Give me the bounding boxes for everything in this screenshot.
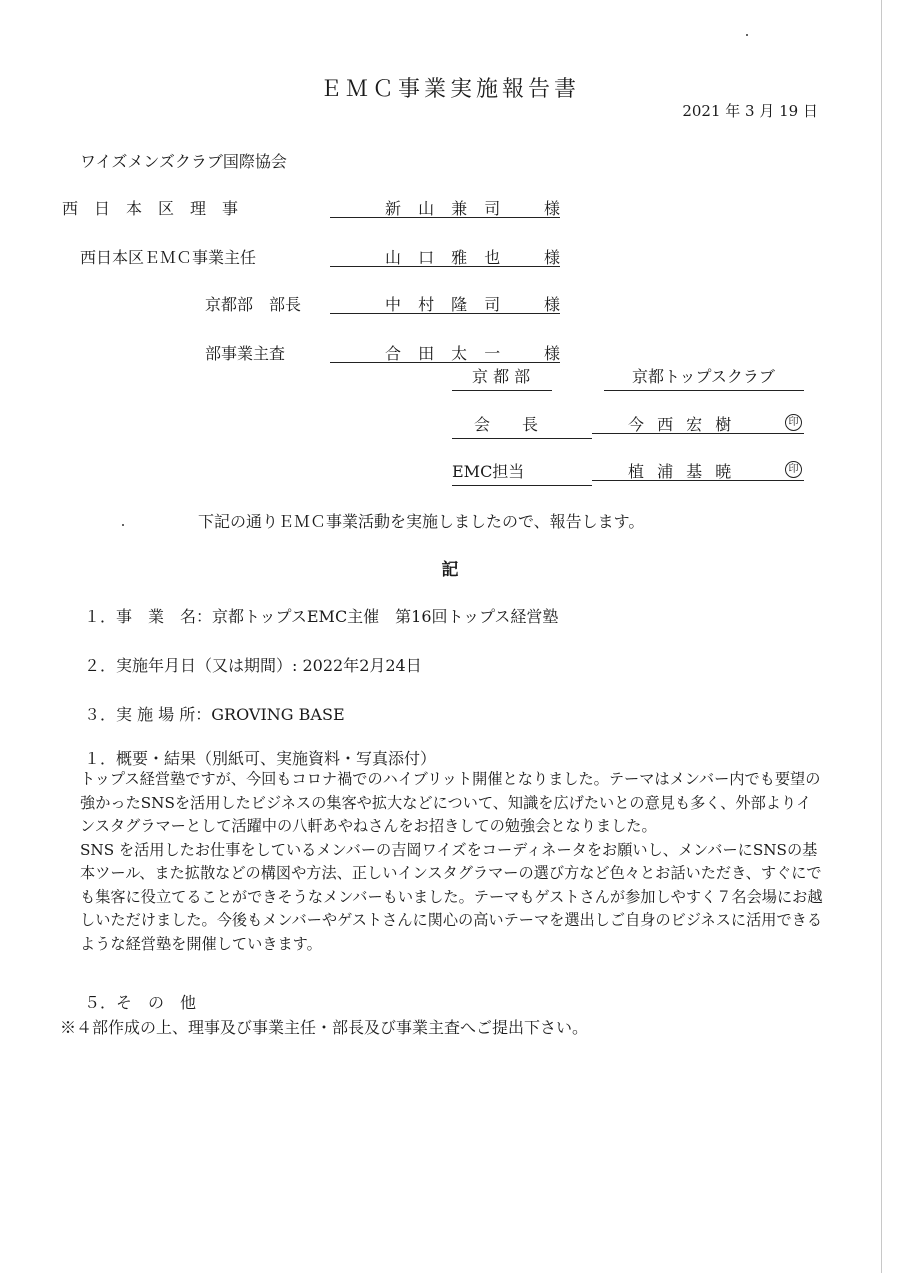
recipient-name-line: [330, 245, 560, 267]
scan-speck: [746, 34, 748, 36]
recipient-honorific: 様: [543, 344, 560, 363]
recipient-honorific: 様: [543, 295, 560, 314]
summary-body: [80, 768, 825, 956]
recipient-role: 京都部 部長: [205, 295, 302, 314]
summary-heading: １．概要・結果（別紙可、実施資料・写真添付）: [84, 749, 437, 768]
organization-name: ワイズメンズクラブ国際協会: [80, 152, 287, 171]
recipient-role: 西日本区ＥＭＣ事業主任: [80, 248, 257, 267]
recipient-name: 新 山 兼 司: [385, 199, 507, 218]
submission-note: ※４部作成の上、理事及び事業主任・部長及び事業主査へご提出下さい。: [60, 1018, 589, 1037]
recipient-name-line: [330, 292, 560, 314]
event-venue-item: ３．実 施 場 所：GROVING BASE: [84, 705, 345, 724]
recipient-name: 合 田 太 一: [385, 344, 507, 363]
recipient-name: 山 口 雅 也: [385, 248, 507, 267]
intro-text: 下記の通りＥＭＣ事業活動を実施しましたので、報告します。: [198, 512, 645, 531]
report-date: 2021 年 3 月 19 日: [682, 102, 818, 120]
recipient-name-line: [330, 341, 560, 363]
sender-name-line: [592, 412, 804, 434]
ki-heading: 記: [441, 560, 459, 580]
recipient-role: 西 日 本 区 理 事: [62, 199, 239, 218]
summary-paragraph: トップス経営塾ですが、今回もコロナ禍でのハイブリット開催となりました。テーマはメンバー内でも要望の強かったSNSを活用したビジネスの集客や拡大などについて、知識を広げたいとの意見も多く、外部よりインスタグラマーとして活躍中の八軒あやねさんをお招きしての勉強会となりました。: [80, 770, 821, 835]
sender-club: 京都トップスクラブ: [604, 364, 804, 391]
sender-role: 京 都 部: [452, 364, 552, 391]
event-date-item: ２．実施年月日（又は期間）: 2022年2月24日: [84, 656, 422, 675]
recipient-honorific: 様: [543, 199, 560, 218]
recipient-name-line: [330, 196, 560, 218]
page-edge: [881, 0, 882, 1273]
sender-name-line: [592, 459, 804, 481]
sender-name: 今 西 宏 樹: [628, 415, 736, 434]
event-name-item: １．事 業 名：京都トップスEMC主催 第16回トップス経営塾: [84, 607, 559, 626]
sender-role: 会 長: [452, 412, 592, 439]
other-heading: ５．そ の 他: [84, 993, 197, 1012]
page-title: ＥＭＣ事業実施報告書: [319, 77, 580, 102]
sender-role: EMC担当: [452, 459, 592, 486]
seal-icon: 印: [785, 461, 802, 478]
recipient-role: 部事業主査: [205, 344, 286, 363]
scan-speck: [122, 524, 124, 526]
seal-icon: 印: [785, 414, 802, 431]
recipient-name: 中 村 隆 司: [385, 295, 507, 314]
summary-paragraph: SNS を活用したお仕事をしているメンバーの吉岡ワイズをコーディネータをお願いし、メンバーにSNSの基本ツール、また拡散などの構図や方法、正しいインスタグラマーの選び方など色々とお話いただき、すぐにでも集客に役立てることができそうなメンバーもいました。テーマもゲストさんが参加しやすく７名会場にお越しいただけました。今後もメンバーやゲストさんに関心の高いテーマを選出しご自身のビジネスに活用できるような経営塾を開催していきます。: [80, 840, 823, 953]
sender-name: 植 浦 基 暁: [628, 462, 736, 481]
recipient-honorific: 様: [543, 248, 560, 267]
